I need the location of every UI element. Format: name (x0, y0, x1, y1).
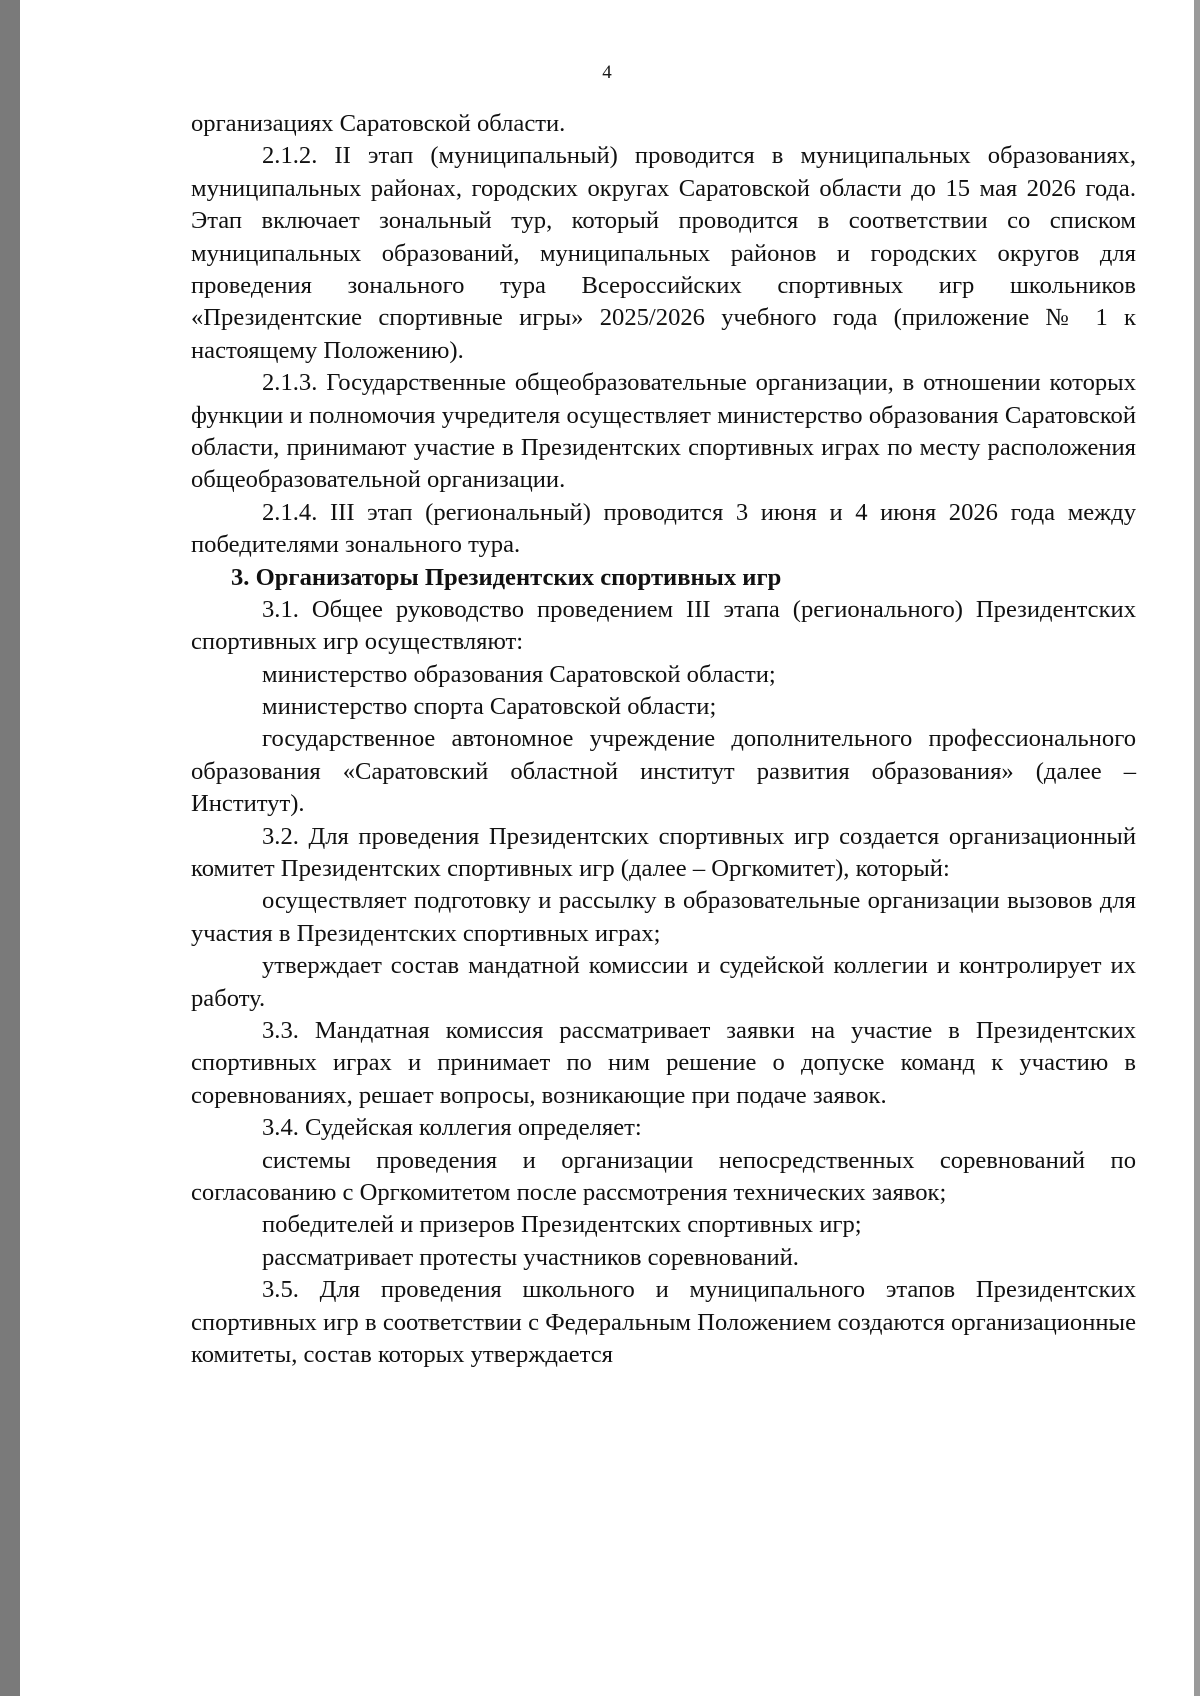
paragraph-2-1-1-end: организациях Саратовской области. (191, 110, 566, 137)
list-item: утверждает состав мандатной комиссии и судейской коллегии и контролирует их работу. (191, 952, 1136, 1012)
paragraph-2-1-2: 2.1.2. II этап (муниципальный) проводится в муниципальных образованиях, муниципальных районах, городских округах Саратовской области до 15 мая 2026 года. Этап включает зональный тур, который проводится в соответствии со списком муниципальных образований, муниципальных районов и городских округов для проведения зонального тура Всероссийских спортивных игр школьников «Президентские спортивные игры» 2025/2026 учебного года (приложение № 1 к настоящему Положению). (191, 142, 1136, 364)
page-number: 4 (602, 62, 612, 83)
paragraph-3-2: 3.2. Для проведения Президентских спортивных игр создается организационный комитет Президентских спортивных игр (далее – Оргкомитет), который: (191, 822, 1136, 882)
paragraph-2-1-4: 2.1.4. III этап (региональный) проводится 3 июня и 4 июня 2026 года между победителями зонального тура. (191, 498, 1136, 559)
document-body (191, 108, 1136, 1371)
list-item: государственное автономное учреждение дополнительного профессионального образования «Саратовский областной институт развития образования» (далее – Институт). (191, 725, 1136, 818)
paragraph-3-5: 3.5. Для проведения школьного и муниципального этапов Президентских спортивных игр в соответствии с Федеральным Положением создаются организационные комитеты, состав которых утверждается (191, 1276, 1136, 1369)
list-item: министерство спорта Саратовской области; (262, 692, 717, 720)
list-item: системы проведения и организации непосредственных соревнований по согласованию с Оргкомитетом после рассмотрения технических заявок; (191, 1146, 1136, 1206)
list-item: рассматривает протесты участников соревнований. (262, 1243, 799, 1271)
section-3-heading: 3. Организаторы Президентских спортивных игр (231, 563, 782, 591)
right-scan-margin (1194, 0, 1200, 1696)
paragraph-2-1-3: 2.1.3. Государственные общеобразовательные организации, в отношении которых функции и полномочия учредителя осуществляет министерство образования Саратовской области, принимают участие в Президентских спортивных играх по месту расположения общеобразовательной организации. (191, 369, 1136, 494)
document-page (20, 0, 1194, 1696)
paragraph-3-1: 3.1. Общее руководство проведением III этапа (регионального) Президентских спортивных игр осуществляют: (191, 595, 1136, 656)
list-item: министерство образования Саратовской области; (262, 660, 776, 688)
list-item: победителей и призеров Президентских спортивных игр; (262, 1211, 862, 1239)
list-item: осуществляет подготовку и рассылку в образовательные организации вызовов для участия в Президентских спортивных играх; (191, 887, 1136, 947)
left-scan-margin (0, 0, 20, 1696)
paragraph-3-4: 3.4. Судейская коллегия определяет: (262, 1114, 642, 1142)
paragraph-3-3: 3.3. Мандатная комиссия рассматривает заявки на участие в Президентских спортивных играх и принимает по ним решение о допуске команд к участию в соревнованиях, решает вопросы, возникающие при подаче заявок. (191, 1016, 1136, 1109)
